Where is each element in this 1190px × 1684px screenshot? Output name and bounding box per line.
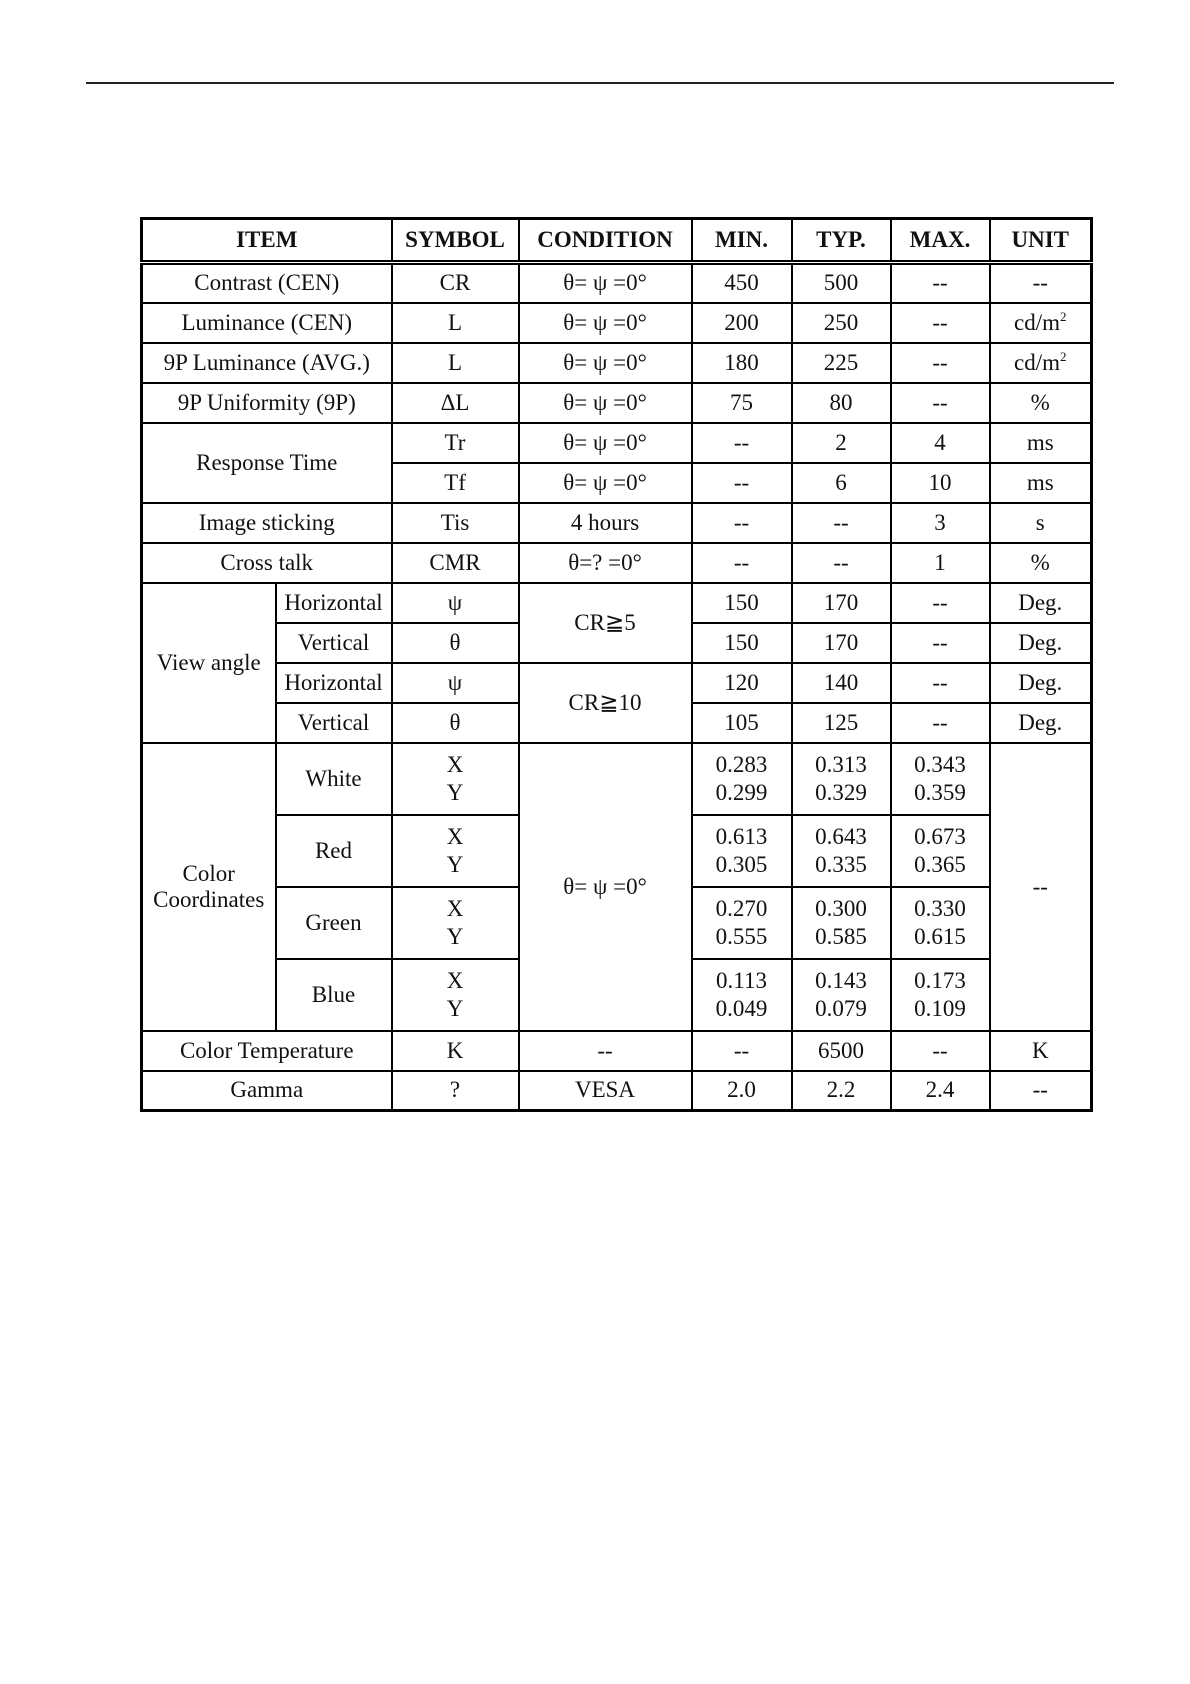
max-cell: --	[891, 583, 990, 623]
unit-cell: Deg.	[990, 623, 1092, 663]
value-y: 0.305	[715, 851, 768, 877]
typ-cell	[792, 815, 891, 887]
symbol-cell: L	[392, 343, 519, 383]
condition-cell: --	[519, 1031, 692, 1071]
item-cell: Color Temperature	[142, 1031, 392, 1071]
symbol-cell: ΔL	[392, 383, 519, 423]
item-cell: Contrast (CEN)	[142, 263, 392, 303]
condition-cell: 4 hours	[519, 503, 692, 543]
unit-cell	[990, 303, 1092, 343]
value-x: 0.270	[715, 895, 768, 921]
symbol-cell: θ	[392, 623, 519, 663]
unit-cell: --	[990, 1071, 1092, 1111]
condition-cell: CR≧10	[519, 663, 692, 743]
min-cell: --	[692, 543, 792, 583]
max-cell	[891, 743, 990, 815]
condition-cell: θ= ψ =0°	[519, 383, 692, 423]
min-cell: 105	[692, 703, 792, 743]
min-cell: 75	[692, 383, 792, 423]
header-typ: TYP.	[792, 219, 891, 263]
typ-cell: 170	[792, 623, 891, 663]
header-unit: UNIT	[990, 219, 1092, 263]
table-row	[142, 503, 1092, 543]
header-symbol: SYMBOL	[392, 219, 519, 263]
symbol-cell	[392, 815, 519, 887]
value-y: 0.585	[815, 923, 867, 949]
typ-cell: 2.2	[792, 1071, 891, 1111]
value-y: 0.359	[914, 779, 966, 805]
optical-spec-table	[140, 217, 1093, 1112]
min-cell: --	[692, 1031, 792, 1071]
condition-cell: CR≧5	[519, 583, 692, 663]
unit-cell: Deg.	[990, 703, 1092, 743]
value-y: 0.335	[815, 851, 867, 877]
condition-cell: θ= ψ =0°	[519, 423, 692, 463]
unit-cell	[990, 343, 1092, 383]
symbol-cell: CR	[392, 263, 519, 303]
value-y: 0.049	[715, 995, 768, 1021]
table-row	[142, 343, 1092, 383]
unit-cell: K	[990, 1031, 1092, 1071]
symbol-cell: Tr	[392, 423, 519, 463]
max-cell: 2.4	[891, 1071, 990, 1111]
typ-cell	[792, 887, 891, 959]
header-min: MIN.	[692, 219, 792, 263]
symbol-cell: ?	[392, 1071, 519, 1111]
max-cell: 3	[891, 503, 990, 543]
table-row	[142, 663, 1092, 703]
header-max: MAX.	[891, 219, 990, 263]
typ-cell: 6	[792, 463, 891, 503]
max-cell: --	[891, 703, 990, 743]
condition-cell: θ= ψ =0°	[519, 343, 692, 383]
unit-cell: %	[990, 543, 1092, 583]
symbol-cell: CMR	[392, 543, 519, 583]
unit-exponent: 2	[1060, 309, 1067, 324]
table-row	[142, 423, 1092, 463]
typ-cell: 140	[792, 663, 891, 703]
item-cell: Image sticking	[142, 503, 392, 543]
typ-cell: --	[792, 543, 891, 583]
condition-cell: θ= ψ =0°	[519, 463, 692, 503]
unit-cell: --	[990, 263, 1092, 303]
subitem-cell: Horizontal	[276, 583, 392, 623]
typ-cell: 170	[792, 583, 891, 623]
subitem-cell: Green	[276, 887, 392, 959]
min-cell: 150	[692, 583, 792, 623]
value-x: 0.300	[815, 895, 867, 921]
header-rule	[86, 82, 1114, 84]
value-y: 0.299	[715, 779, 768, 805]
min-cell: 120	[692, 663, 792, 703]
symbol-cell: ψ	[392, 663, 519, 703]
min-cell	[692, 959, 792, 1031]
item-cell: Luminance (CEN)	[142, 303, 392, 343]
value-x: 0.643	[815, 823, 867, 849]
min-cell: 150	[692, 623, 792, 663]
max-cell: --	[891, 343, 990, 383]
value-y: 0.365	[914, 851, 966, 877]
value-x: 0.330	[914, 895, 966, 921]
value-x: 0.673	[914, 823, 966, 849]
item-cell: 9P Uniformity (9P)	[142, 383, 392, 423]
value-y: 0.329	[815, 779, 867, 805]
subitem-cell: Blue	[276, 959, 392, 1031]
value-y: 0.109	[914, 995, 966, 1021]
table-row	[142, 1071, 1092, 1111]
symbol-x: X	[446, 967, 464, 993]
max-cell: --	[891, 623, 990, 663]
symbol-cell: Tf	[392, 463, 519, 503]
table-row	[142, 303, 1092, 343]
unit-exponent: 2	[1060, 349, 1067, 364]
table-row	[142, 743, 1092, 815]
item-line: Color	[182, 860, 235, 886]
symbol-x: X	[446, 823, 464, 849]
item-cell: Response Time	[142, 423, 392, 503]
min-cell: 2.0	[692, 1071, 792, 1111]
symbol-cell: L	[392, 303, 519, 343]
max-cell: --	[891, 303, 990, 343]
max-cell	[891, 959, 990, 1031]
typ-cell	[792, 743, 891, 815]
unit-cell: %	[990, 383, 1092, 423]
typ-cell: 500	[792, 263, 891, 303]
value-y: 0.615	[914, 923, 966, 949]
condition-cell: θ= ψ =0°	[519, 263, 692, 303]
unit-base: cd/m	[1014, 350, 1060, 375]
item-cell	[142, 743, 276, 1031]
symbol-cell	[392, 743, 519, 815]
condition-cell: θ=? =0°	[519, 543, 692, 583]
value-x: 0.343	[914, 751, 966, 777]
subitem-cell: White	[276, 743, 392, 815]
max-cell: --	[891, 1031, 990, 1071]
min-cell	[692, 743, 792, 815]
min-cell: --	[692, 503, 792, 543]
typ-cell: 225	[792, 343, 891, 383]
typ-cell: 125	[792, 703, 891, 743]
min-cell: --	[692, 463, 792, 503]
typ-cell: 2	[792, 423, 891, 463]
item-cell: Cross talk	[142, 543, 392, 583]
symbol-cell	[392, 887, 519, 959]
typ-cell: --	[792, 503, 891, 543]
symbol-x: X	[446, 895, 464, 921]
min-cell	[692, 887, 792, 959]
max-cell	[891, 815, 990, 887]
unit-cell: s	[990, 503, 1092, 543]
value-y: 0.555	[715, 923, 768, 949]
max-cell: --	[891, 383, 990, 423]
min-cell	[692, 815, 792, 887]
table-row	[142, 383, 1092, 423]
header-item: ITEM	[142, 219, 392, 263]
item-line: Coordinates	[153, 886, 265, 912]
value-y: 0.079	[815, 995, 867, 1021]
value-x: 0.143	[815, 967, 867, 993]
symbol-cell: θ	[392, 703, 519, 743]
value-x: 0.613	[715, 823, 768, 849]
typ-cell: 6500	[792, 1031, 891, 1071]
max-cell: --	[891, 263, 990, 303]
symbol-cell: Tis	[392, 503, 519, 543]
unit-cell: Deg.	[990, 663, 1092, 703]
subitem-cell: Vertical	[276, 703, 392, 743]
unit-cell: Deg.	[990, 583, 1092, 623]
header-condition: CONDITION	[519, 219, 692, 263]
subitem-cell: Red	[276, 815, 392, 887]
symbol-y: Y	[446, 779, 464, 805]
max-cell: 1	[891, 543, 990, 583]
item-cell: Gamma	[142, 1071, 392, 1111]
subitem-cell: Horizontal	[276, 663, 392, 703]
max-cell: --	[891, 663, 990, 703]
max-cell: 10	[891, 463, 990, 503]
table-row	[142, 263, 1092, 303]
condition-cell: θ= ψ =0°	[519, 743, 692, 1031]
typ-cell: 250	[792, 303, 891, 343]
symbol-y: Y	[446, 923, 464, 949]
min-cell: 180	[692, 343, 792, 383]
symbol-cell: K	[392, 1031, 519, 1071]
table-row	[142, 583, 1092, 623]
item-cell: 9P Luminance (AVG.)	[142, 343, 392, 383]
min-cell: 450	[692, 263, 792, 303]
condition-cell: θ= ψ =0°	[519, 303, 692, 343]
symbol-x: X	[446, 751, 464, 777]
typ-cell	[792, 959, 891, 1031]
value-x: 0.173	[914, 967, 966, 993]
value-x: 0.313	[815, 751, 867, 777]
unit-base: cd/m	[1014, 310, 1060, 335]
header-row	[142, 219, 1092, 263]
symbol-cell	[392, 959, 519, 1031]
typ-cell: 80	[792, 383, 891, 423]
unit-cell: --	[990, 743, 1092, 1031]
max-cell	[891, 887, 990, 959]
symbol-cell: ψ	[392, 583, 519, 623]
subitem-cell: Vertical	[276, 623, 392, 663]
unit-cell: ms	[990, 423, 1092, 463]
symbol-y: Y	[446, 851, 464, 877]
min-cell: --	[692, 423, 792, 463]
item-cell: View angle	[142, 583, 276, 743]
unit-cell: ms	[990, 463, 1092, 503]
max-cell: 4	[891, 423, 990, 463]
table-row	[142, 1031, 1092, 1071]
symbol-y: Y	[446, 995, 464, 1021]
condition-cell: VESA	[519, 1071, 692, 1111]
value-x: 0.113	[716, 967, 767, 993]
table-row	[142, 543, 1092, 583]
value-x: 0.283	[715, 751, 768, 777]
min-cell: 200	[692, 303, 792, 343]
